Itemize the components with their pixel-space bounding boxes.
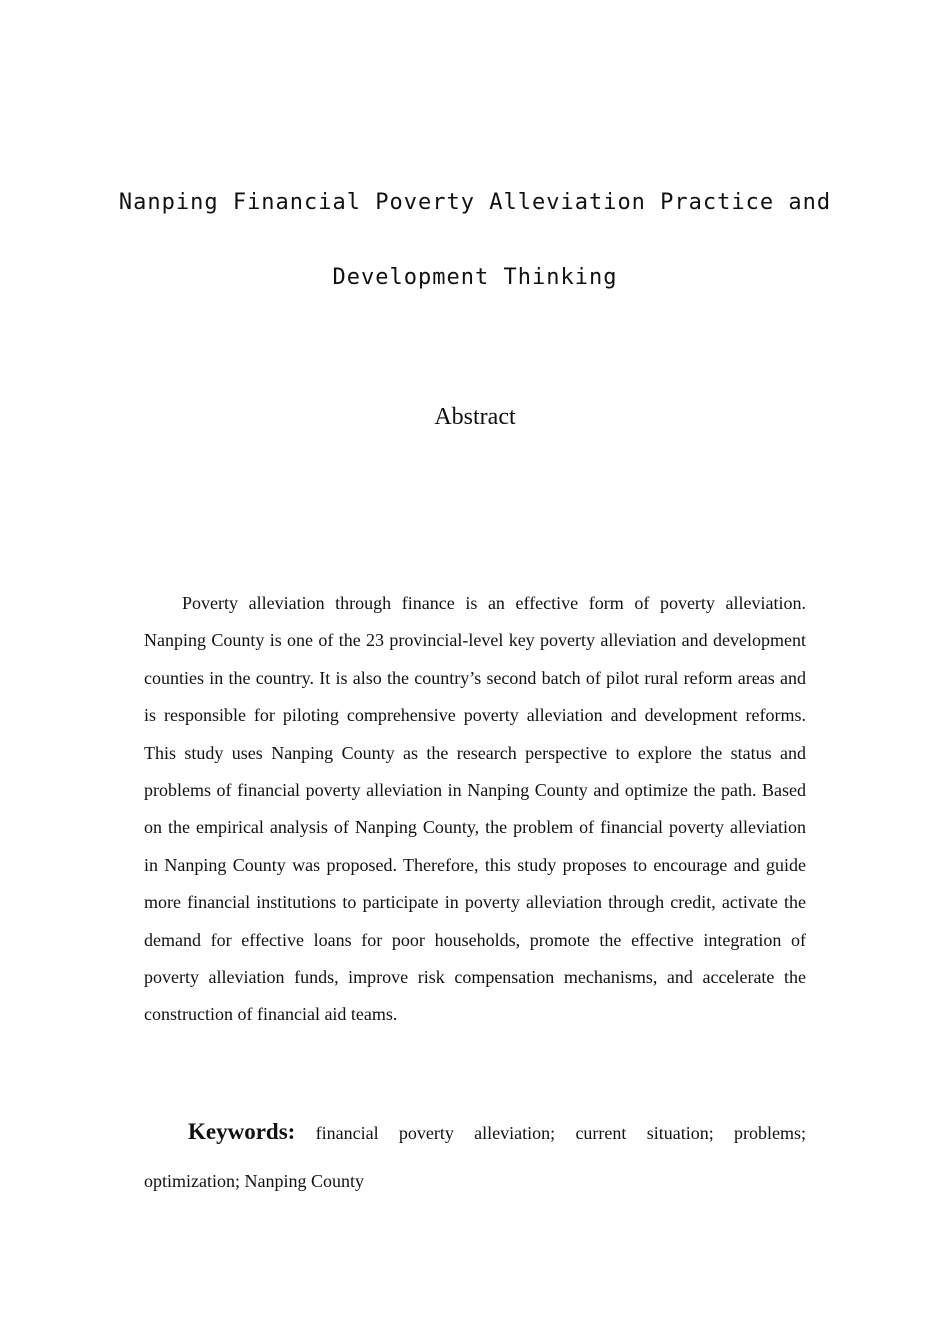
document-title-line-2: Development Thinking <box>332 265 618 290</box>
keywords-text: financial poverty alleviation; current situation; problems; optimization; Nanping County <box>144 1123 806 1191</box>
keywords-paragraph <box>144 1108 806 1205</box>
abstract-paragraph: Poverty alleviation through finance is an effective form of poverty alleviation. Nanping County is one of the 23 provincial-level key poverty alleviation and development counties in the country. It is also the country’s second batch of pilot rural reform areas and is responsible for piloting comprehensive poverty alleviation and development reforms. This study uses Nanping County as the research perspective to explore the status and problems of financial poverty alleviation in Nanping County and optimize the path. Based on the empirical analysis of Nanping County, the problem of financial poverty alleviation in Nanping County was proposed. Therefore, this study proposes to encourage and guide more financial institutions to participate in poverty alleviation through credit, activate the demand for effective loans for poor households, promote the effective integration of poverty alleviation funds, improve risk compensation mechanisms, and accelerate the construction of financial aid teams. <box>144 593 806 1025</box>
abstract-heading: Abstract <box>434 404 516 430</box>
keywords-label: Keywords: <box>188 1119 296 1144</box>
document-title-line-1: Nanping Financial Poverty Alleviation Practice and <box>118 190 832 215</box>
